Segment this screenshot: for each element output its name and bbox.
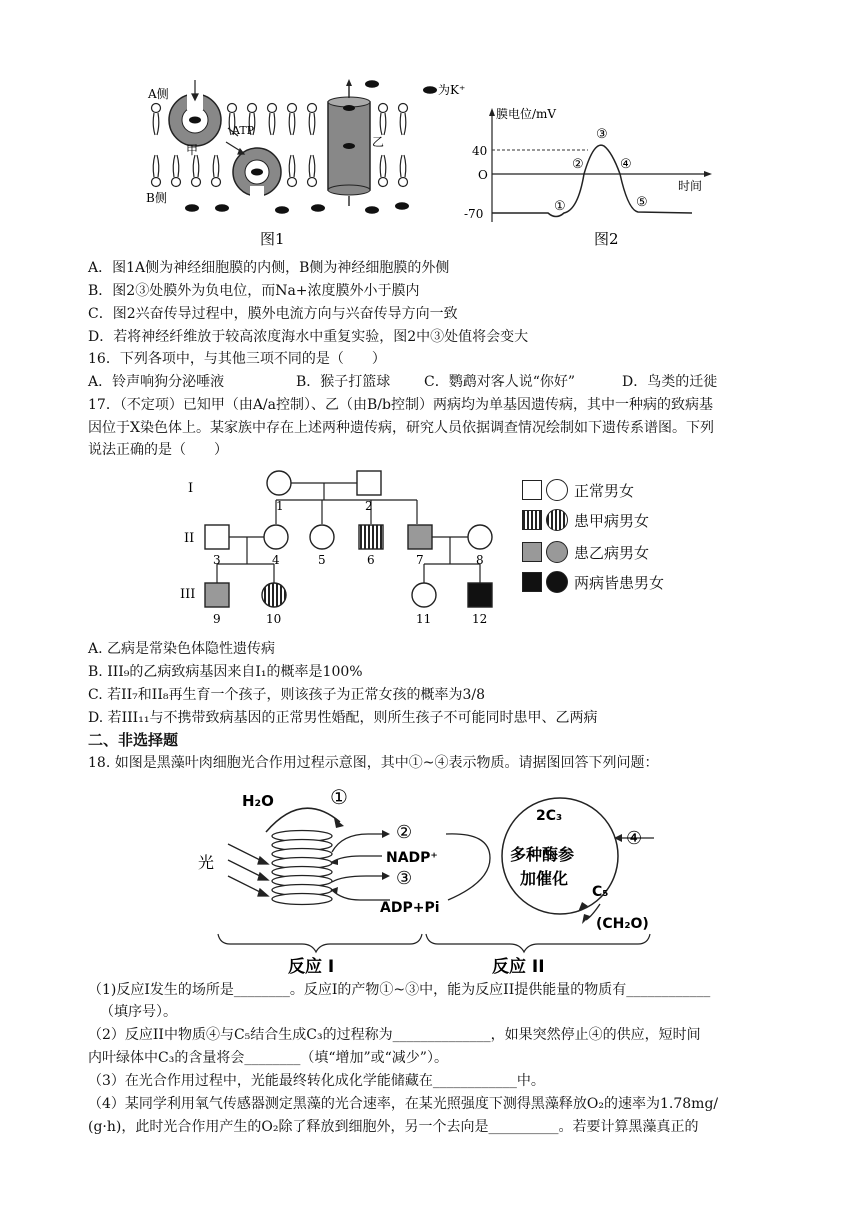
q16-option-a: A．铃声响狗分泌唾液 [88,374,225,390]
brace-reaction-2 [426,934,650,952]
legend-both-female [546,571,568,593]
id-5: 5 [318,553,326,567]
legend-normal-female [546,479,568,501]
legend-both [522,570,664,594]
pedigree-members [205,471,492,607]
member-ii6 [359,525,383,549]
tick-minus-70: -70 [464,207,484,221]
member-iii12 [468,583,492,607]
q15-option-d: D．若将神经纤维放于较高浓度海水中重复实验，图2中③处值将会变大 [88,329,529,345]
member-i2 [357,471,381,495]
side-a-label: A侧 [148,87,169,101]
q16-stem: 16．下列各项中，与其他三项不同的是（ ） [88,351,386,367]
legend-yi-female [546,541,568,563]
legend-normal-label: 正常男女 [574,481,635,500]
q15-option-c: C．图2兴奋传导过程中，膜外电流方向与兴奋传导方向一致 [88,306,458,322]
q17-stem-2: 因位于X染色体上。某家族中存在上述两种遗传病，研究人员依据调查情况绘制如下遗传系谱图。下列 [88,420,714,436]
tick-40: 40 [472,144,488,158]
member-i1 [267,471,291,495]
label-nadp: NADP⁺ [386,850,438,866]
reaction-loops [332,834,490,900]
yi-label: 乙 [372,135,385,149]
label-light: 光 [198,853,215,872]
label-enzyme-1: 多种酶参 [510,845,575,864]
light-arrows [228,844,268,896]
loop-arrowheads [330,830,390,894]
q18-sub1-line1: （1)反应I发生的场所是________。反应I的产物①~③中，能为反应II提供能量的物质有____________ [88,982,711,998]
q18-sub2-line2: 内叶绿体中C₃的含量将会________（填“增加”或“减少”）。 [88,1050,448,1066]
legend-yi-label: 患乙病男女 [574,543,650,562]
q17-option-a: A. 乙病是常染色体隐性遗传病 [88,641,276,657]
label-product-1: ① [330,785,348,809]
q17-stem-3: 说法正确的是（ ） [88,442,228,458]
q15-option-b: B．图2③处膜外为负电位，而Na+浓度膜外小于膜内 [88,283,420,299]
pedigree-chart [180,462,510,632]
k-ions [185,80,437,214]
label-adp-pi: ADP+Pi [380,900,440,916]
figure-1-membrane [140,78,470,250]
member-ids [213,499,487,626]
legend-jia-male [522,510,542,530]
potential-curve [492,145,692,216]
q18-sub4-line1: （4）某同学利用氧气传感器测定黑藻的光合速率，在某光照强度下测得黑藻释放O₂的速率为1.78mg/ [88,1096,719,1112]
legend-normal [522,478,634,502]
id-12: 12 [472,612,488,626]
id-8: 8 [476,553,484,567]
tick-0: O [478,168,488,182]
q17-option-c: C. 若II₇和II₈再生育一个孩子，则该孩子为正常女孩的概率为3/8 [88,687,485,703]
member-iii11 [412,583,436,607]
fig1-caption: 图1 [260,230,285,248]
id-9: 9 [213,612,221,626]
q18-stem: 18. 如图是黑藻叶肉细胞光合作用过程示意图，其中①~④表示物质。请据图回答下列问题： [88,755,659,771]
figure-2-potential [460,100,720,250]
member-iii9 [205,583,229,607]
fig2-xlabel: 时间 [678,179,703,193]
legend-yi [522,540,649,564]
legend-normal-male [522,480,542,500]
q18-sub2-line1: （2）反应II中物质④与C₅结合生成C₃的过程称为______________，如果突然停止④的供应，短时间 [88,1027,701,1043]
label-reaction-1: 反应 I [288,957,335,976]
atp-label: ATP [232,124,255,137]
id-11: 11 [416,612,432,626]
thylakoid-stack [272,831,332,905]
fig2-caption: 图2 [594,230,619,248]
label-product-3: ③ [396,868,413,889]
jia-label: 甲 [186,143,199,157]
label-enzyme-2: 加催化 [520,869,569,888]
channel-yi [328,79,370,206]
point-3: ③ [596,127,608,142]
member-ii4 [264,525,288,549]
q18-sub1-line2: （填序号）。 [100,1004,177,1020]
legend-both-label: 两病皆患男女 [574,573,665,592]
q16-option-d: D．鸟类的迁徙 [622,374,718,390]
member-iii10 [262,583,286,607]
gen-label-ii: II [184,531,195,546]
point-1: ① [554,199,566,214]
q16-option-b: B．猴子打篮球 [296,374,391,390]
fig2-ylabel: 膜电位/mV [496,107,557,121]
id-7: 7 [416,553,424,567]
legend-jia [522,508,649,532]
pump-jia-bottom [233,148,281,198]
gen-label-i: I [188,481,194,496]
member-ii7 [408,525,432,549]
label-h2o: H₂O [242,792,274,810]
id-3: 3 [213,553,221,567]
q18-sub3: （3）在光合作用过程中，光能最终转化成化学能储藏在____________中。 [88,1073,545,1089]
member-ii5 [310,525,334,549]
id-4: 4 [272,553,280,567]
label-ch2o: (CH₂O) [596,916,649,932]
label-c5: C₅ [592,884,609,900]
point-2: ② [572,157,584,172]
pedigree-lines [217,483,480,583]
label-product-2: ② [396,822,413,843]
legend-jia-label: 患甲病男女 [574,511,650,530]
label-2c3: 2C₃ [536,808,563,824]
q17-stem-1: 17．（不定项）已知甲（由A/a控制）、乙（由B/b控制）两病均为单基因遗传病，其中一种病的致病基 [88,397,713,413]
point-4: ④ [620,157,632,172]
member-ii8 [468,525,492,549]
id-1: 1 [276,499,284,513]
label-reaction-2: 反应 II [492,957,545,976]
q15-option-a: A．图1A侧为神经细胞膜的内侧，B侧为神经细胞膜的外侧 [88,260,450,276]
section-heading: 二、非选择题 [88,731,179,749]
id-6: 6 [367,553,375,567]
point-5: ⑤ [636,195,648,210]
q16-option-c: C．鹦鹉对客人说“你好” [424,374,576,390]
id-2: 2 [365,499,373,513]
gen-label-iii: III [180,587,196,602]
q17-option-b: B. III₉的乙病致病基因来自I₁的概率是100% [88,664,363,680]
legend-both-male [522,572,542,592]
q18-sub4-line2: (g·h)，此时光合作用产生的O₂除了释放到细胞外，另一个去向是__________。若要计算黑藻真正的 [88,1119,699,1135]
side-b-label: B侧 [146,191,167,205]
k-label: 为K⁺ [438,83,466,97]
member-ii3 [205,525,229,549]
label-substance-4: ④ [626,828,643,849]
q17-option-d: D. 若III₁₁与不携带致病基因的正常男性婚配，则所生孩子不可能同时患甲、乙两病 [88,710,598,726]
legend-jia-female [546,509,568,531]
brace-reaction-1 [218,934,422,952]
id-10: 10 [266,612,282,626]
legend-yi-male [522,542,542,562]
photosynthesis-figure [190,776,670,976]
